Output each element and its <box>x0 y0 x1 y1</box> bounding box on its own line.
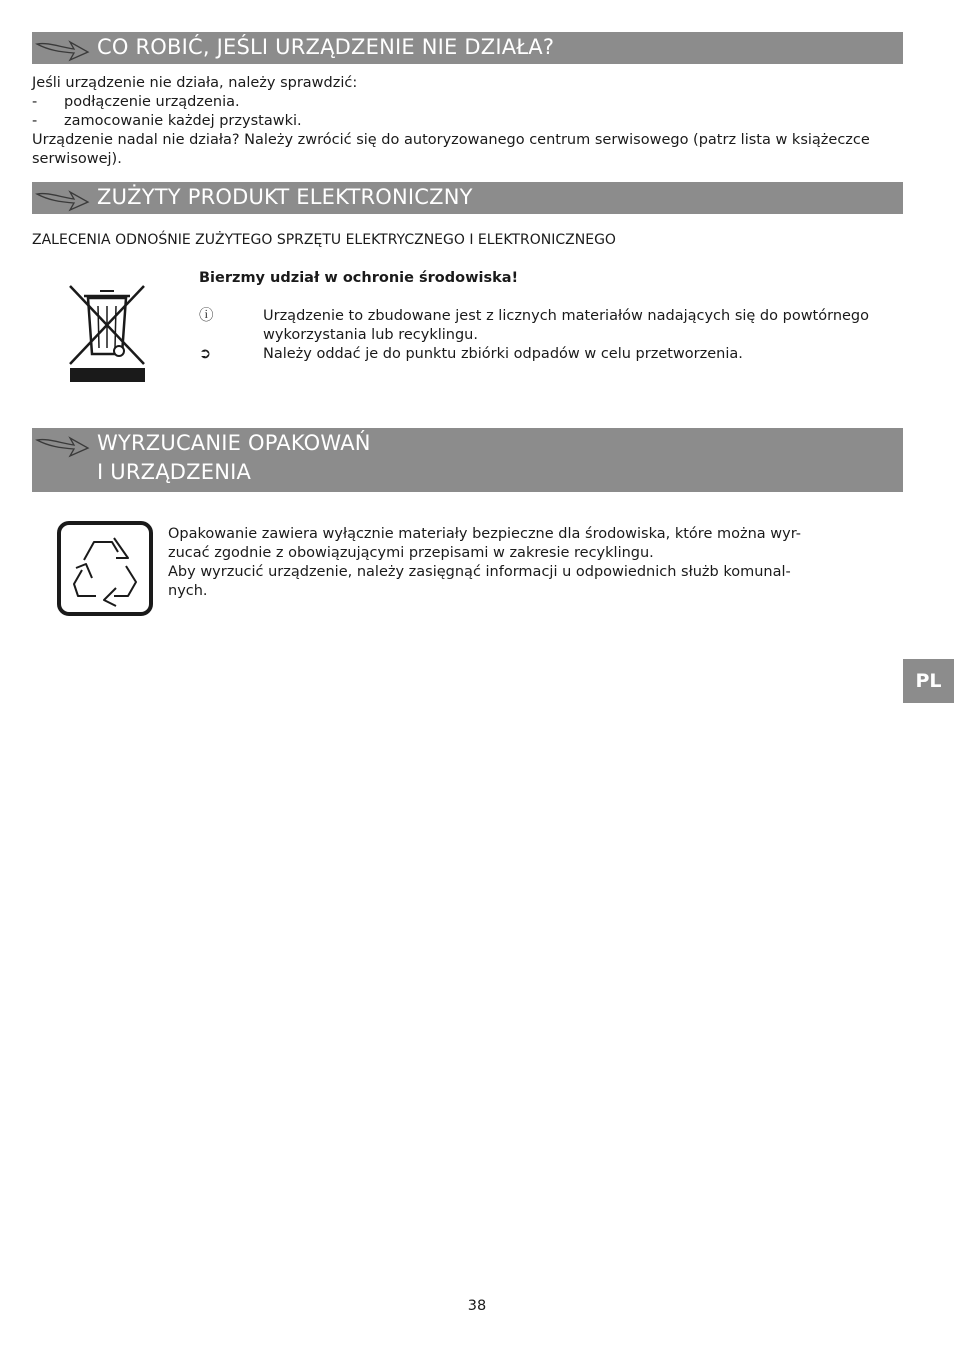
info-marker-icon: ⓘ <box>199 308 214 324</box>
packaging-text: Opakowanie zawiera wyłącznie materiały bezpieczne dla środowiska, które można wyr- <box>168 526 801 542</box>
page-number: 38 <box>467 1298 487 1314</box>
list-item-bullet: - <box>32 113 38 129</box>
outro-text: serwisowej). <box>32 151 122 167</box>
arrow-icon <box>34 38 90 62</box>
info-point: Urządzenie to zbudowane jest z licznych materiałów nadających się do powtórnego <box>263 308 870 324</box>
list-item: zamocowanie każdej przystawki. <box>64 113 302 129</box>
arrow-icon <box>34 188 90 212</box>
packaging-text: zucać zgodnie z obowiązującymi przepisami w zakresie recyklingu. <box>168 545 654 561</box>
recycle-icon <box>56 520 154 617</box>
packaging-text: Aby wyrzucić urządzenie, należy zasięgnąć informacji u odpowiednich służb komunal- <box>168 564 791 580</box>
section-header-weee <box>32 182 903 214</box>
crossed-bin-icon <box>68 284 146 383</box>
section-title: WYRZUCANIE OPAKOWAŃ <box>97 431 371 455</box>
intro-text: Jeśli urządzenie nie działa, należy sprawdzić: <box>32 75 358 91</box>
section-header-packaging <box>32 428 903 492</box>
info-point: wykorzystania lub recyklingu. <box>263 327 478 343</box>
section-title: CO ROBIĆ, JEŚLI URZĄDZENIE NIE DZIAŁA? <box>97 35 555 59</box>
outro-text: Urządzenie nadal nie działa? Należy zwrócić się do autoryzowanego centrum serwisowego (patrz lista w książeczce <box>32 132 870 148</box>
section-title: ZUŻYTY PRODUKT ELEKTRONICZNY <box>97 185 473 209</box>
environment-heading: Bierzmy udział w ochronie środowiska! <box>199 270 519 286</box>
arrow-marker-icon: ➲ <box>199 346 212 362</box>
subtitle: ZALECENIA ODNOŚNIE ZUŻYTEGO SPRZĘTU ELEKTRYCZNEGO I ELEKTRONICZNEGO <box>32 232 616 248</box>
language-tab: PL <box>903 659 954 703</box>
arrow-icon <box>34 434 90 458</box>
list-item-bullet: - <box>32 94 38 110</box>
list-item: podłączenie urządzenia. <box>64 94 240 110</box>
section-title: I URZĄDZENIA <box>97 460 252 484</box>
info-point: Należy oddać je do punktu zbiórki odpadów w celu przetworzenia. <box>263 346 743 362</box>
packaging-text: nych. <box>168 583 208 599</box>
section-header-troubleshoot <box>32 32 903 64</box>
